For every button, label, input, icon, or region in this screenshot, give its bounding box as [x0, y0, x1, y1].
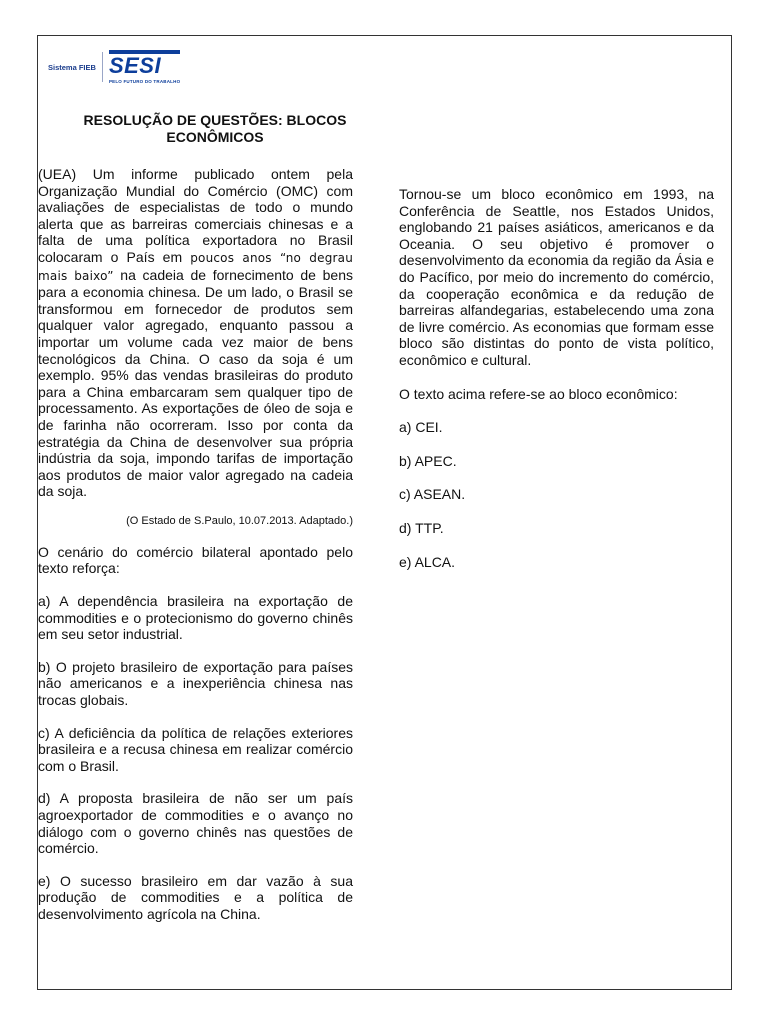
logo-separator	[102, 52, 103, 82]
question-2-option-c: c) ASEAN.	[399, 486, 466, 503]
question-2-option-a: a) CEI.	[399, 419, 443, 436]
question-2-text: Tornou-se um bloco econômico em 1993, na Conferência de Seattle, nos Estados Unidos, englobando 21 países asiáticos, americanos e da Oceania. O seu objetivo é promover o desenvolvimento da economia da região da Ásia e do Pacífico, por meio do incremento do comércio, da cooperação econômica e da redução de barreiras alfandegarias, estabelecendo uma zona de livre comércio. As economias que formam esse bloco são distintas do ponto de vista político, econômico e cultural.	[399, 186, 714, 368]
question-2-prompt: O texto acima refere-se ao bloco econômico:	[399, 385, 678, 402]
question-1-text	[38, 166, 353, 500]
question-1-option-e: e) O sucesso brasileiro em dar vazão à sua produção de commodities e a política de desenvolvimento agrícola na China.	[38, 872, 353, 922]
document-title: RESOLUÇÃO DE QUESTÕES: BLOCOS ECONÔMICOS	[83, 112, 347, 145]
question-1-option-c: c) A deficiência da política de relações exteriores brasileira e a recusa chinesa em realizar comércio com o Brasil.	[38, 724, 353, 774]
question-1-option-b: b) O projeto brasileiro de exportação para países não americanos e a inexperiência chinesa nas trocas globais.	[38, 658, 353, 709]
question-2-option-e: e) ALCA.	[399, 553, 456, 570]
sistema-fieb-label: Sistema FIEB	[48, 62, 96, 72]
question-1-option-d: d) A proposta brasileira de não ser um país agroexportador de commodities e o avanço no diálogo com o governo chinês nas questões de comércio.	[38, 790, 353, 857]
question-1-text-part1: (UEA) Um informe publicado ontem pela Organização Mundial do Comércio (OMC) com avaliações de especialistas de todo o mundo alerta que as barreiras comerciais chinesas e a falta de uma política exportadora no Brasil colocaram o País em	[38, 166, 353, 265]
question-1-text-part2: na cadeia de fornecimento de bens para a economia chinesa. De um lado, o Brasil se transformou em fornecedor de produtos sem qualquer valor agregado, enquanto passou a importar um volume cada vez maior de bens tecnológicos da China. O caso da soja é um exemplo. 95% das vendas brasileiras do produto para a China embarcaram sem qualquer tipo de processamento. As exportações de óleo de soja e de farinha não ocorreram. Isso por conta da estratégia da China de desenvolver sua própria indústria da soja, impondo tarifas de importação aos produtos de maior valor agregado na cadeia da soja.	[38, 266, 353, 500]
sesi-wordmark	[109, 50, 180, 84]
question-2-option-d: d) TTP.	[399, 519, 444, 536]
sesi-logo-text: SESI	[109, 50, 180, 77]
question-1-option-a: a) A dependência brasileira na exportação de commodities e o protecionismo do governo chinês em seu setor industrial.	[38, 593, 353, 643]
right-column	[399, 186, 714, 587]
question-1-prompt: O cenário do comércio bilateral apontado pelo texto reforça:	[38, 543, 353, 577]
question-1-text-highlight: poucos anos “no degrau mais baixo”	[38, 250, 354, 283]
question-1-source: (O Estado de S.Paulo, 10.07.2013. Adaptado.)	[126, 514, 353, 527]
sesi-tagline: PELO FUTURO DO TRABALHO	[108, 79, 181, 84]
sesi-logo	[48, 49, 180, 85]
question-2-option-b: b) APEC.	[399, 452, 457, 469]
left-column	[38, 166, 353, 939]
